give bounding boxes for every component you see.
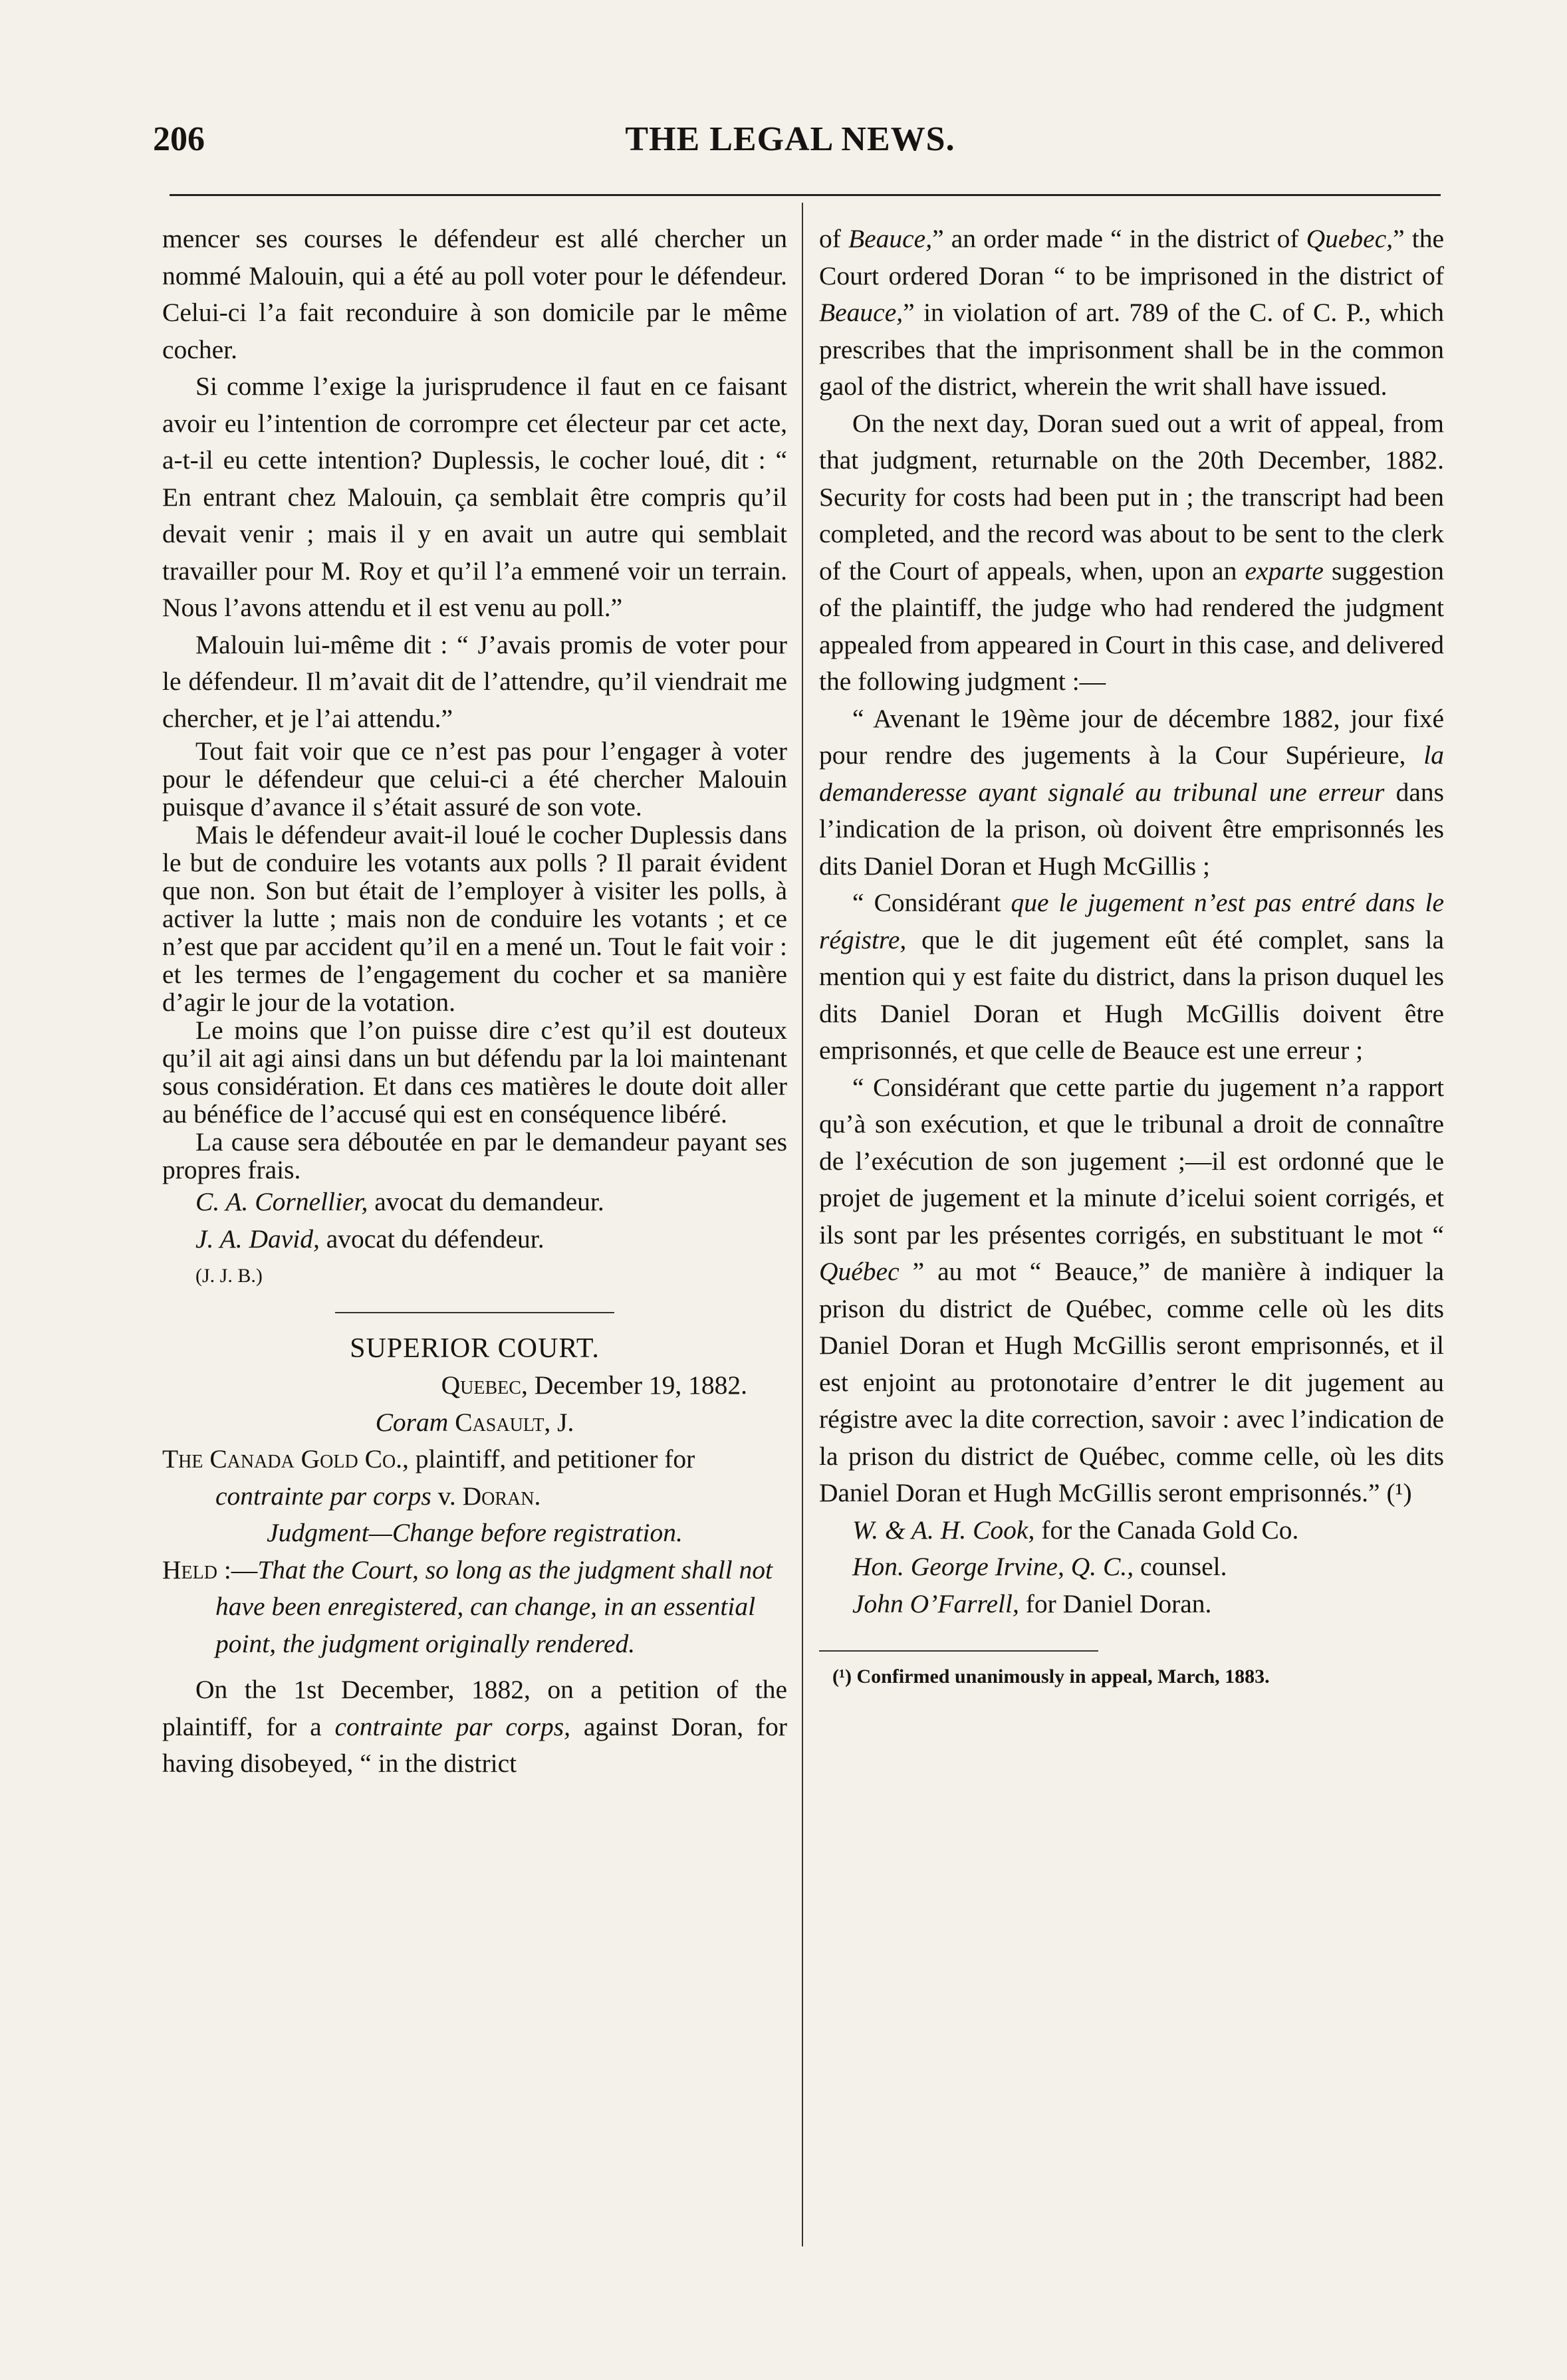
footnote-rule [819,1650,1098,1652]
court-heading: SUPERIOR COURT. [350,1333,600,1364]
reporter-initials: (J. J. B.) [195,1265,263,1287]
paragraph: “ Considérant que cette partie du jugement n’a rapport qu’à son exécution, et que le tribunal a droit de connaître de l’exécution de son jugement ;—il est ordonné que le projet de jugement et la minute d’icelui soient corrigés, et ils sont par les présentes corrigés, en substituant le mot “ Québec ” au mot “ Beauce,” de manière à indiquer la prison du district de Québec, comme celle où les dits Daniel Doran et Hugh McGillis seront emprisonnés, et il est enjoint au protonotaire d’entrer le dit jugement au régistre avec la dite correction, savoir : avec l’indication de la prison du district de Québec, comme celle, où les dits Daniel Doran et Hugh McGillis seront emprisonnés.” (¹) [819,1072,1444,1507]
paragraph: Mais le défendeur avait-il loué le cocher Duplessis dans le but de conduire les votants aux polls ? Il parait évident que non. Son but était de l’employer à visiter les polls, à activer la lutte ; mais non de conduire les votants ; et ce n’est que par accident qu’il en a mené un. Tout le fait voir : et les termes de l’engagement du cocher et sa manière d’agir le jour de la votation. [162,820,787,1017]
headnote: Held :—That the Court, so long as the judgment shall not have been enregistered, can change, in an essential point, the judgment originally rendered. [162,1555,773,1658]
paragraph: Le moins que l’on puisse dire c’est qu’il est douteux qu’il ait agi ainsi dans un but défendu par la loi maintenant sous considération. Et dans ces matières le doute doit aller au bénéfice de l’accusé qui est en conséquence libéré. [162,1016,787,1129]
counsel-name: C. A. Cornellier, [195,1187,368,1216]
paragraph: Tout fait voir que ce n’est pas pour l’engager à voter pour le défendeur que celui-ci a été chercher Malouin puisque d’avance il s’était assuré de son vote. [162,736,787,821]
paragraph: Si comme l’exige la jurisprudence il faut en ce faisant avoir eu l’intention de corrompre cet électeur par cet acte, a-t-il eu cette intention? Duplessis, le cocher loué, dit : “ En entrant chez Malouin, ça semblait être compris qu’il devait venir ; mais il y en avait un autre qui semblait travailler pour M. Roy et qu’il l’a emmené voir un terrain. Nous l’avons attendu et il est venu au poll.” [162,372,787,622]
left-column [162,221,787,1783]
counsel-line: John O’Farrell, for Daniel Doran. [852,1588,1212,1618]
running-title: THE LEGAL NEWS. [625,120,955,158]
footnote: (¹) Confirmed unanimously in appeal, March, 1883. [832,1666,1270,1687]
counsel-line: C. A. Cornellier, avocat du demandeur. [195,1187,604,1216]
paragraph: mencer ses courses le défendeur est allé chercher un nommé Malouin, qui a été au poll voter pour le défendeur. Celui-ci l’a fait reconduire à son domicile par le même cocher. [162,224,787,364]
counsel-name: Hon. George Irvine, Q. C., [852,1552,1134,1581]
paragraph: “ Considérant que le jugement n’est pas entré dans le régistre, que le dit jugement eût été complet, sans la mention qui y est faite du district, dans la prison duquel les dits Daniel Doran et Hugh McGillis doivent être emprisonnés, et que celle de Beauce est une erreur ; [819,888,1444,1065]
counsel-name: J. A. David, [195,1224,320,1253]
case-subject: Judgment—Change before registration. [267,1518,683,1547]
paragraph: La cause sera déboutée en par le demandeur payant ses propres frais. [162,1127,787,1184]
counsel-line: Hon. George Irvine, Q. C., counsel. [852,1552,1227,1581]
column-divider [802,203,803,2246]
counsel-name: John O’Farrell, [852,1588,1019,1618]
paragraph: Malouin lui-même dit : “ J’avais promis de voter pour le défendeur. Il m’avait dit de l’attendre, qu’il viendrait me chercher, et je l’ai attendu.” [162,629,787,733]
page-number: 206 [153,120,205,158]
paragraph: of Beauce,” an order made “ in the district of Quebec,” the Court ordered Doran “ to be imprisoned in the district of Beauce,” in violation of art. 789 of the C. of C. P., which prescribes that the imprisonment shall be in the common gaol of the district, wherein the writ shall have issued. [819,224,1444,401]
page-header [153,113,1427,173]
case-parties: The Canada Gold Co., plaintiff, and petitioner for contrainte par corps v. Doran. [162,1444,695,1511]
counsel-name: W. & A. H. Cook, [852,1515,1035,1545]
counsel-line: J. A. David, avocat du défendeur. [195,1224,544,1253]
paragraph: On the 1st December, 1882, on a petition of the plaintiff, for a contrainte par corps, against Doran, for having disobeyed, “ in the district [162,1675,787,1778]
paragraph: On the next day, Doran sued out a writ of appeal, from that judgment, returnable on the 20th December, 1882. Security for costs had been put in ; the transcript had been completed, and the record was about to be sent to the clerk of the Court of appeals, when, upon an exparte suggestion of the plaintiff, the judge who had rendered the judgment appealed from appeared in Court in this case, and delivered the following judgment :— [819,408,1444,696]
counsel-line: W. & A. H. Cook, for the Canada Gold Co. [852,1515,1299,1545]
place-date: Quebec, December 19, 1882. [441,1370,747,1400]
header-rule [170,194,1441,196]
paragraph: “ Avenant le 19ème jour de décembre 1882, jour fixé pour rendre des jugements à la Cour Supérieure, la demanderesse ayant signalé au tribunal une erreur dans l’indication de la prison, où doivent être emprisonnés les dits Daniel Doran et Hugh McGillis ; [819,703,1445,881]
section-rule [335,1312,614,1313]
right-column [819,221,1444,1690]
coram-line: Coram Casault, J. [375,1407,574,1437]
